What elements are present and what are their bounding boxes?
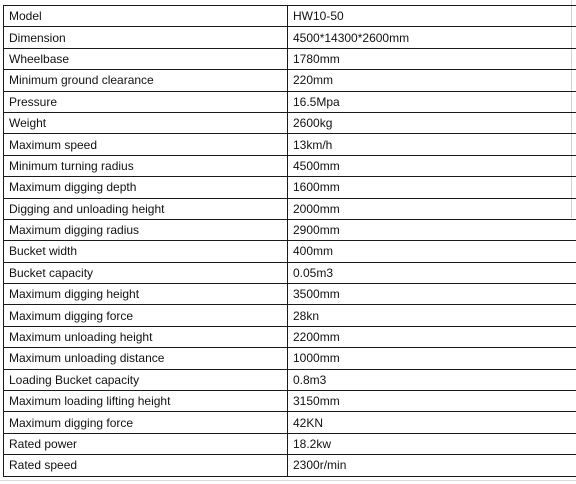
spec-value: 42KN xyxy=(288,412,576,433)
table-row xyxy=(4,391,576,412)
spec-label: Rated power xyxy=(4,433,288,454)
table-row xyxy=(4,455,576,476)
spec-label: Loading Bucket capacity xyxy=(4,369,288,390)
table-row xyxy=(4,70,576,91)
spec-label: Maximum unloading distance xyxy=(4,348,288,369)
spec-label: Wheelbase xyxy=(4,48,288,69)
spec-label: Bucket width xyxy=(4,241,288,262)
table-row xyxy=(4,348,576,369)
table-row xyxy=(4,48,576,69)
spec-label: Bucket capacity xyxy=(4,262,288,283)
spec-label: Maximum loading lifting height xyxy=(4,391,288,412)
spec-value: HW10-50 xyxy=(288,6,576,27)
spec-value: 400mm xyxy=(288,241,576,262)
table-row xyxy=(4,284,576,305)
spec-label: Maximum digging height xyxy=(4,284,288,305)
spec-value: 28kn xyxy=(288,305,576,326)
spec-value: 18.2kw xyxy=(288,433,576,454)
spec-value: 2300r/min xyxy=(288,455,576,476)
spec-value: 4500mm xyxy=(288,155,576,176)
page-edge-bottom xyxy=(0,480,576,481)
spec-label: Weight xyxy=(4,112,288,133)
spec-label: Model xyxy=(4,6,288,27)
spec-label: Dimension xyxy=(4,27,288,48)
table-row xyxy=(4,6,576,27)
spec-table xyxy=(3,5,576,477)
table-row xyxy=(4,177,576,198)
spec-value: 2200mm xyxy=(288,326,576,347)
spec-value: 0.05m3 xyxy=(288,262,576,283)
spec-label: Maximum speed xyxy=(4,134,288,155)
spec-value: 1780mm xyxy=(288,48,576,69)
spec-value: 220mm xyxy=(288,70,576,91)
spec-value: 0.8m3 xyxy=(288,369,576,390)
spec-label: Minimum ground clearance xyxy=(4,70,288,91)
spec-label: Pressure xyxy=(4,91,288,112)
spec-value: 3500mm xyxy=(288,284,576,305)
table-row xyxy=(4,155,576,176)
table-row xyxy=(4,219,576,240)
table-row xyxy=(4,262,576,283)
spec-value: 1600mm xyxy=(288,177,576,198)
spec-value: 2000mm xyxy=(288,198,576,219)
spec-label: Rated speed xyxy=(4,455,288,476)
table-row xyxy=(4,27,576,48)
table-row xyxy=(4,198,576,219)
spec-value: 2600kg xyxy=(288,112,576,133)
spec-label: Maximum digging depth xyxy=(4,177,288,198)
spec-value: 2900mm xyxy=(288,219,576,240)
table-row xyxy=(4,241,576,262)
table-row xyxy=(4,412,576,433)
table-row xyxy=(4,369,576,390)
spec-value: 16.5Mpa xyxy=(288,91,576,112)
spec-value: 13km/h xyxy=(288,134,576,155)
table-row xyxy=(4,326,576,347)
spec-label: Maximum unloading height xyxy=(4,326,288,347)
spec-value: 1000mm xyxy=(288,348,576,369)
table-row xyxy=(4,305,576,326)
spec-label: Maximum digging force xyxy=(4,305,288,326)
table-row xyxy=(4,134,576,155)
spec-value: 4500*14300*2600mm xyxy=(288,27,576,48)
spec-label: Minimum turning radius xyxy=(4,155,288,176)
spec-label: Digging and unloading height xyxy=(4,198,288,219)
spec-value: 3150mm xyxy=(288,391,576,412)
table-row xyxy=(4,433,576,454)
table-row xyxy=(4,91,576,112)
spec-label: Maximum digging force xyxy=(4,412,288,433)
spec-label: Maximum digging radius xyxy=(4,219,288,240)
table-row xyxy=(4,112,576,133)
